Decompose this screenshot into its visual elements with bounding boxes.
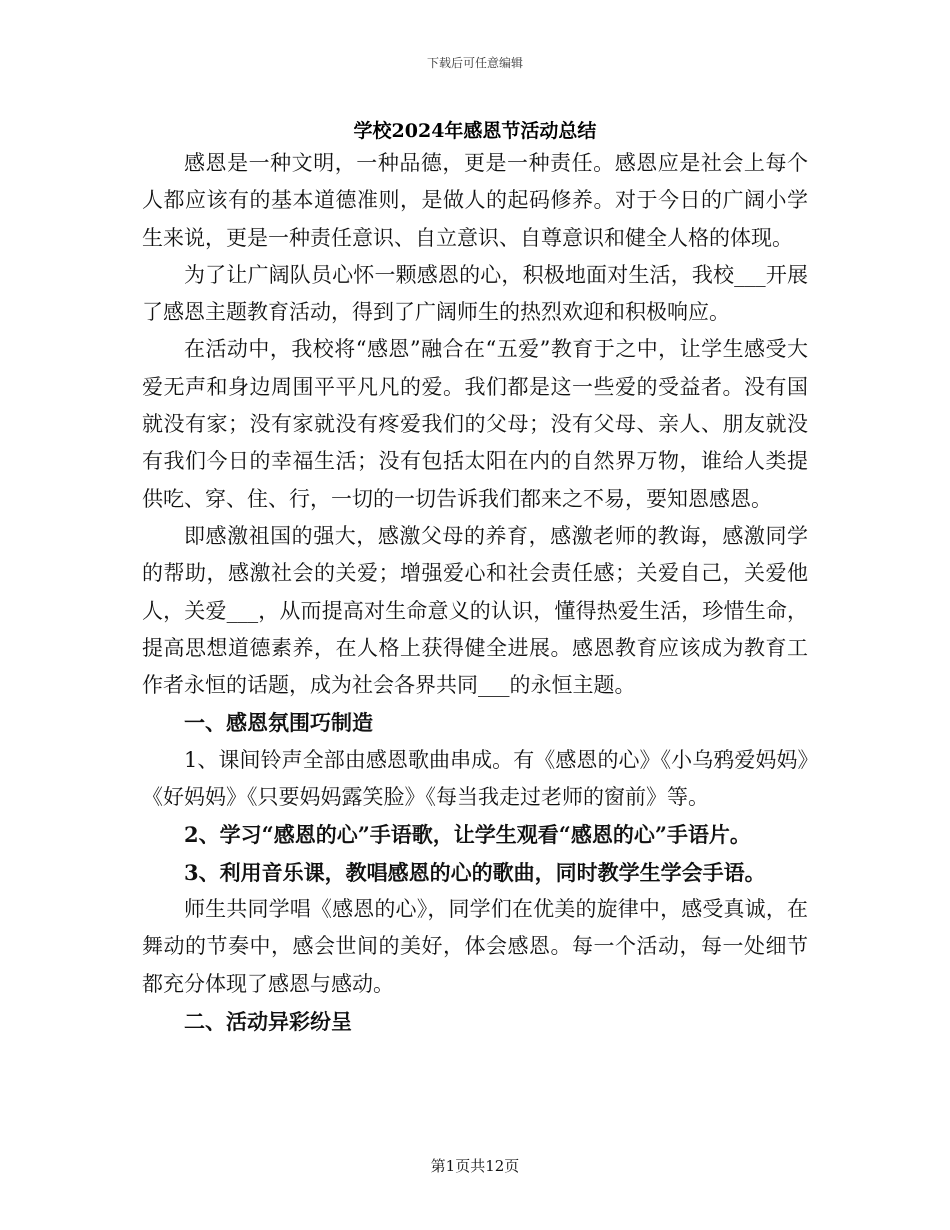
page-footer: 第1页共12页 [430, 1157, 520, 1175]
bold-item: 3、利用音乐课，教唱感恩的心的歌曲，同时教学生学会手语。 [184, 859, 766, 885]
page-header-note: 下载后可任意编辑 [426, 56, 523, 70]
document-body [142, 145, 808, 1040]
section-heading: 二、活动异彩纷呈 [184, 1008, 352, 1034]
section-heading: 一、感恩氛围巧制造 [184, 710, 373, 736]
paragraph: 1、课间铃声全部由感恩歌曲串成。有《感恩的心》《小乌鸦爱妈妈》《好妈妈》《只要妈妈露笑脸》《每当我走过老师的窗前》等。 [142, 747, 808, 810]
paragraph: 师生共同学唱《感恩的心》，同学们在优美的旋律中，感受真诚，在舞动的节奏中，感会世间的美好，体会感恩。每一个活动，每一处细节都充分体现了感恩与感动。 [142, 896, 808, 996]
paragraph: 在活动中，我校将“感恩”融合在“五爱”教育于之中，让学生感受大爱无声和身边周围平平凡凡的爱。我们都是这一些爱的受益者。没有国就没有家；没有家就没有疼爱我们的父母；没有父母、亲人、朋友就没有我们今日的幸福生活；没有包括太阳在内的自然界万物，谁给人类提供吃、穿、住、行，一切的一切告诉我们都来之不易，要知恩感恩。 [142, 337, 808, 511]
paragraph: 为了让广阔队员心怀一颗感恩的心，积极地面对生活，我校___开展了感恩主题教育活动，得到了广阔师生的热烈欢迎和积极响应。 [142, 262, 808, 325]
paragraph: 即感激祖国的强大，感激父母的养育，感激老师的教诲，感激同学的帮助，感激社会的关爱；增强爱心和社会责任感；关爱自己，关爱他人，关爱___，从而提高对生命意义的认识，懂得热爱生活，珍惜生命，提高思想道德素养，在人格上获得健全进展。感恩教育应该成为教育工作者永恒的话题，成为社会各界共同___的永恒主题。 [142, 523, 808, 698]
paragraph: 感恩是一种文明，一种品德，更是一种责任。感恩应是社会上每个人都应该有的基本道德准则，是做人的起码修养。对于今日的广阔小学生来说，更是一种责任意识、自立意识、自尊意识和健全人格的体现。 [142, 151, 808, 250]
document-title: 学校2024年感恩节活动总结 [353, 120, 597, 142]
bold-item: 2、学习“感恩的心”手语歌，让学生观看“感恩的心”手语片。 [184, 822, 751, 848]
